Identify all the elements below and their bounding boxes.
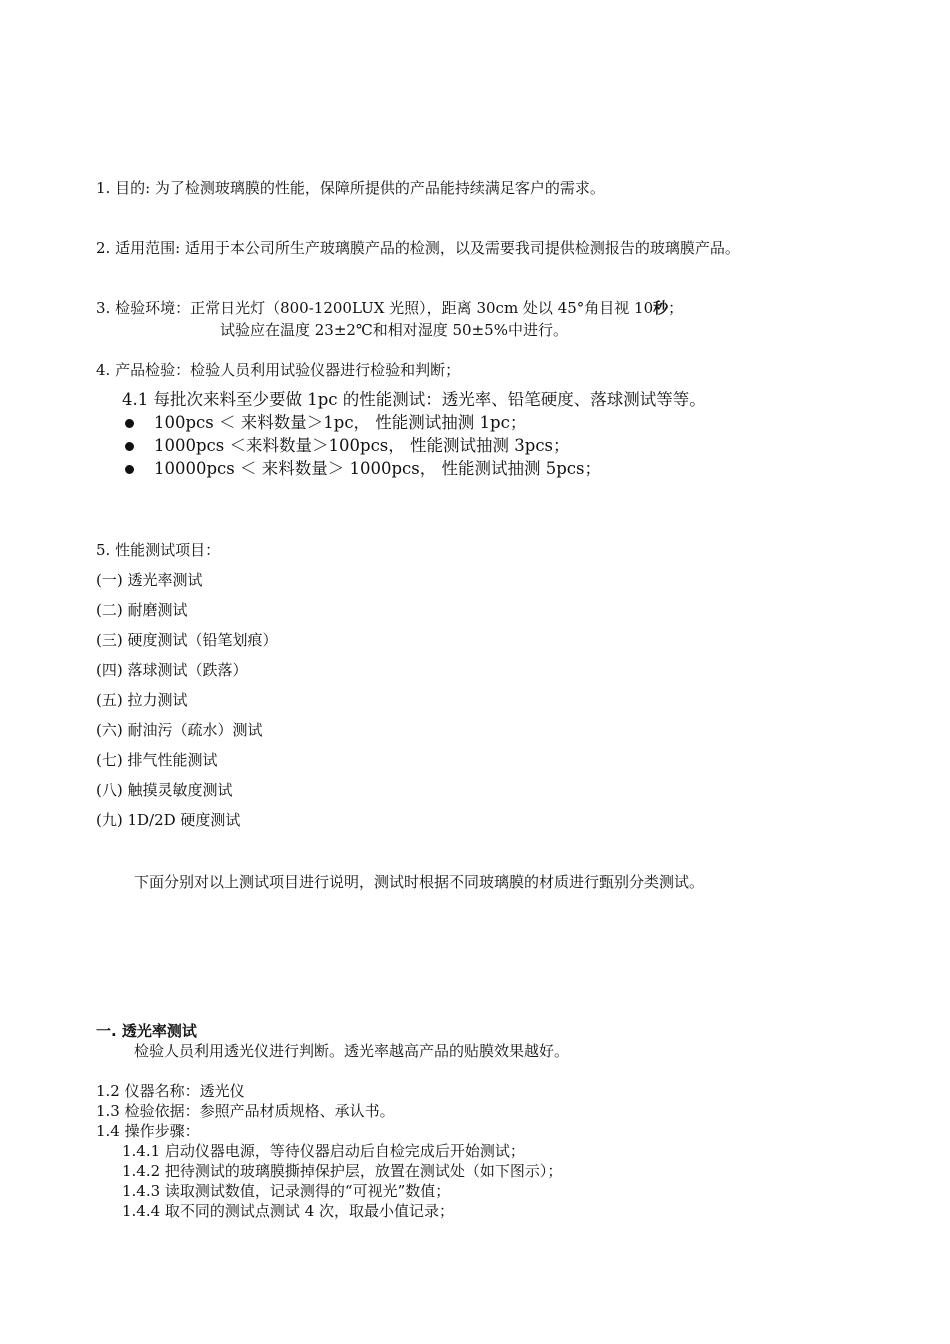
section-5-heading: 5. 性能测试项目： <box>96 541 221 559</box>
step-2: 1.4.2 把待测试的玻璃膜撕掉保护层，放置在测试处（如下图示）； <box>122 1162 563 1180</box>
section-3-conditions: 试验应在温度 23±2℃和相对湿度 50±5%中进行。 <box>220 321 568 339</box>
operation-steps-heading: 1.4 操作步骤： <box>96 1122 200 1140</box>
section-2-scope: 2. 适用范围: 适用于本公司所生产玻璃膜产品的检测，以及需要我司提供检测报告的玻璃膜产品。 <box>96 239 740 257</box>
bullet-dot <box>125 419 134 428</box>
test-item-1: (一) 透光率测试 <box>96 571 203 589</box>
intro-paragraph: 下面分别对以上测试项目进行说明，测试时根据不同玻璃膜的材质进行甄别分类测试。 <box>134 873 705 891</box>
step-4: 1.4.4 取不同的测试点测试 4 次，取最小值记录； <box>122 1202 455 1220</box>
test-item-6: (六) 耐油污（疏水）测试 <box>96 721 263 739</box>
test-item-2: (二) 耐磨测试 <box>96 601 188 619</box>
section-3-suffix: ； <box>668 299 684 317</box>
bullet-item-3: 10000pcs ＜ 来料数量＞ 1000pcs， 性能测试抽测 5pcs； <box>154 459 602 478</box>
inspection-basis: 1.3 检验依据：参照产品材质规格、承认书。 <box>96 1102 395 1120</box>
bullet-dot <box>125 465 134 474</box>
test-item-7: (七) 排气性能测试 <box>96 751 218 769</box>
bullet-item-1: 100pcs ＜ 来料数量＞1pc， 性能测试抽测 1pc； <box>154 413 527 432</box>
test-item-5: (五) 拉力测试 <box>96 691 188 709</box>
section-4-inspection: 4. 产品检验：检验人员利用试验仪器进行检验和判断； <box>96 361 461 379</box>
section-3-environment <box>96 298 683 318</box>
section-3-bold-seconds: 秒 <box>653 299 669 317</box>
test-item-4: (四) 落球测试（跌落） <box>96 661 248 679</box>
instrument-name: 1.2 仪器名称：透光仪 <box>96 1082 245 1100</box>
part-1-heading: 一. 透光率测试 <box>96 1022 197 1040</box>
test-item-3: (三) 硬度测试（铅笔划痕） <box>96 631 278 649</box>
part-1-description: 检验人员利用透光仪进行判断。透光率越高产品的贴膜效果越好。 <box>134 1042 570 1060</box>
section-3-text: 3. 检验环境：正常日光灯（800-1200LUX 光照），距离 30cm 处以 45°角目视 10 <box>96 299 654 317</box>
section-4-1: 4.1 每批次来料至少要做 1pc 的性能测试：透光率、铅笔硬度、落球测试等等。 <box>122 390 706 409</box>
bullet-item-2: 1000pcs ＜来料数量＞100pcs， 性能测试抽测 3pcs； <box>154 436 570 455</box>
test-item-8: (八) 触摸灵敏度测试 <box>96 781 233 799</box>
test-item-9: (九) 1D/2D 硬度测试 <box>96 811 241 829</box>
section-1-purpose: 1. 目的: 为了检测玻璃膜的性能，保障所提供的产品能持续满足客户的需求。 <box>96 179 605 197</box>
step-3: 1.4.3 读取测试数值，记录测得的“可视光”数值； <box>122 1182 451 1200</box>
bullet-dot <box>125 442 134 451</box>
step-1: 1.4.1 启动仪器电源，等待仪器启动后自检完成后开始测试； <box>122 1142 525 1160</box>
